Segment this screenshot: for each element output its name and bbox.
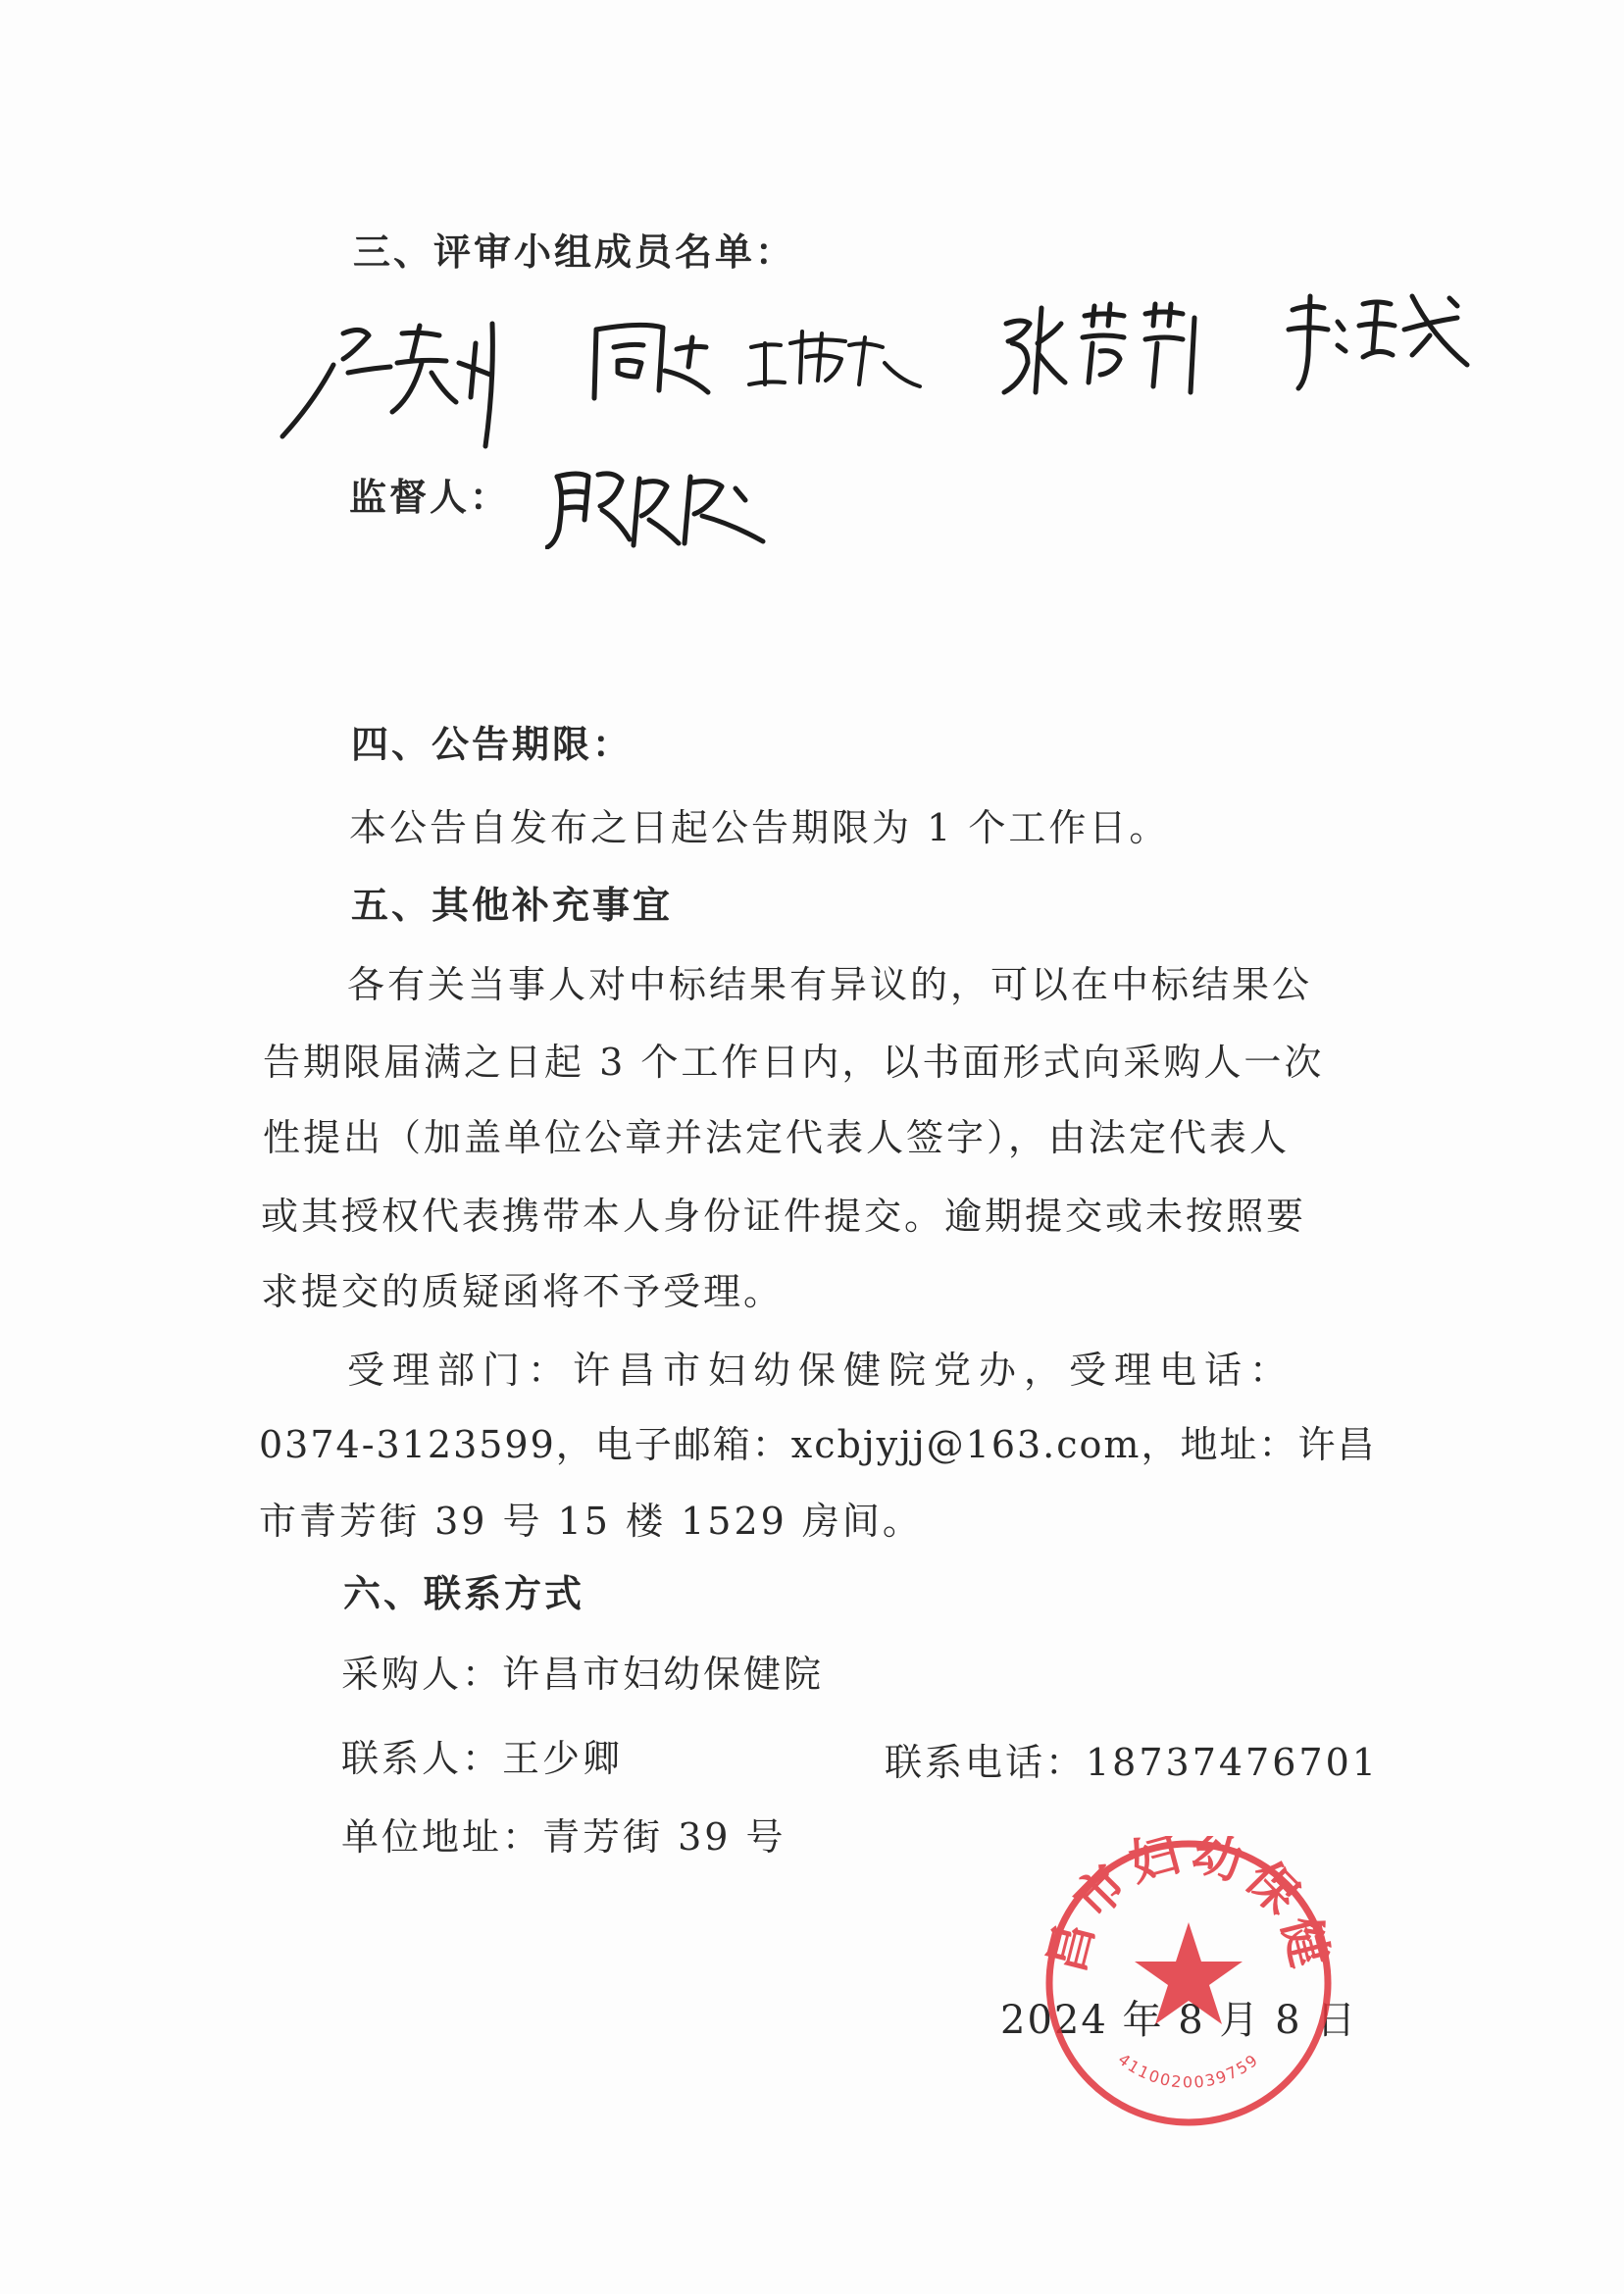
section4-heading: 四、公告期限： [351,723,634,766]
signature-member-3 [747,324,924,402]
section3-heading: 三、评审小组成员名单： [353,230,796,274]
section5-line: 受理部门：许昌市妇幼保健院党办，受理电话： [347,1349,1295,1392]
signature-supervisor [545,461,771,549]
section5-line: 或其授权代表携带本人身份证件提交。逾期提交或未按照要 [261,1195,1307,1238]
contact-line: 联系人：王少卿 [341,1737,624,1780]
section5-heading: 五、其他补充事宜 [351,884,674,927]
section4-text: 本公告自发布之日起公告期限为 1 个工作日。 [349,806,1170,849]
signature-member-1 [275,304,549,451]
section5-line: 市青芳街 39 号 15 楼 1529 房间。 [259,1500,923,1543]
section5-line: 各有关当事人对中标结果有异议的，可以在中标结果公 [347,963,1313,1006]
section5-line: 0374-3123599，电子邮箱：xcbjyjj@163.com，地址：许昌 [259,1423,1377,1466]
document-date: 2024 年 8 月 8 日 [1000,1998,1358,2043]
supervisor-label: 监督人： [349,476,511,519]
signature-member-2 [583,312,730,410]
official-seal [1041,1836,1336,2130]
address-line: 单位地址：青芳街 39 号 [341,1815,787,1859]
signature-member-4 [998,294,1214,402]
section5-line: 告期限届满之日起 3 个工作日内，以书面形式向采购人一次 [263,1041,1325,1084]
purchaser-line: 采购人：许昌市妇幼保健院 [341,1653,825,1696]
section5-line: 求提交的质疑函将不予受理。 [261,1270,785,1313]
section6-heading: 六、联系方式 [343,1572,585,1615]
section5-line: 性提出（加盖单位公章并法定代表人签字），由法定代表人 [263,1116,1291,1159]
phone-line: 联系电话：18737476701 [885,1741,1379,1784]
signature-member-5 [1285,286,1481,394]
svg-text:4110020039759: 4110020039759 [1114,2050,1263,2092]
svg-text:许昌市妇幼保健院: 昌市妇幼保健 [1041,1836,1336,1979]
